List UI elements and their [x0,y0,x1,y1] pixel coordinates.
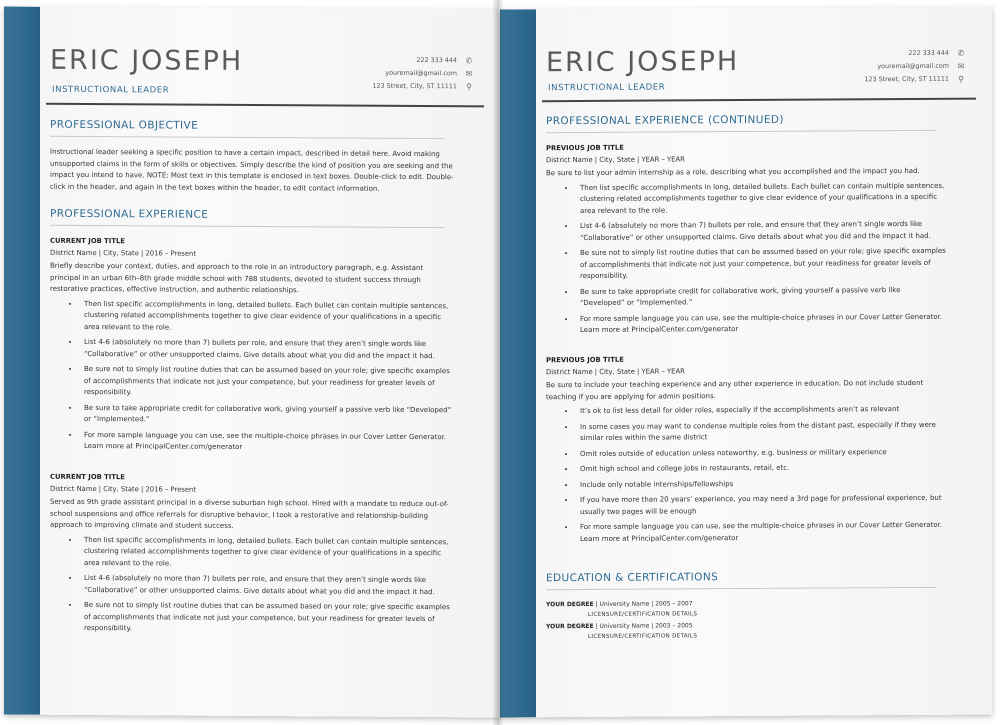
list-item: • Be sure not to simply list routine duties that can be assumed based on your role; give specific examples of accomplishments that indicate not just your competence, but your readiness for greater levels of responsibility. [576,246,946,283]
phone-number: 222 333 444 [416,56,457,65]
list-item: • If you have more than 20 years’ experience, you may need a 3rd page for professional experience, but usually two pages will be enough [576,493,946,518]
job-meta: District Name | City, State | 2016 – Present [50,248,197,258]
section-title-experience: PROFESSIONAL EXPERIENCE [50,207,209,221]
licensure-details: LICENSURE/CERTIFICATION DETAILS [588,633,698,640]
job-title: PREVIOUS JOB TITLE [546,355,624,365]
list-item: • In some cases you may want to condense multiple roles from the distant past, especially if they were similar roles within the same district [576,419,946,444]
licensure-details: LICENSURE/CERTIFICATION DETAILS [588,611,698,618]
list-item: • List 4-6 (absolutely no more than 7) bullets per role, and ensure that they aren’t single words like “Collaborative” or other unsupported claims. Give details about what you did and the impact it had. [80,337,454,362]
job-title: PREVIOUS JOB TITLE [546,143,624,153]
objective-text: Instructional leader seeking a specific position to have a certain impact, described in detail here. Avoid making unsupported claims in the form of skills or objectives. Simply describe the kind of position you are seeking and the impact you intend to have. NOTE: Most text in this template is enclosed in text boxes. Double-click to edit. Double-click in the header, and again in the text boxes within the header, to edit contact information. [50,147,454,193]
education-list [546,597,946,643]
candidate-role: INSTRUCTIONAL LEADER [548,82,666,94]
email-address: youremail@gmail.com [877,61,949,71]
job-entry [546,141,946,341]
list-item: • Omit roles outside of education unless noteworthy, e.g. business or military experience [576,446,946,460]
phone-number: 222 333 444 [908,48,949,58]
job-intro: Be sure to include your teaching experience and any other experience in education. Do not include student teaching if you are applying for admin positions. [546,378,924,401]
section-divider [50,225,444,228]
phone-icon: ✆ [465,56,473,66]
job-entry [50,472,454,641]
book-spine-shadow [492,0,504,725]
list-item: • For more sample language you can use, see the multiple-choice phrases in our Cover Letter Generator. Learn more at PrincipalCenter.com/generator [576,311,946,336]
email-icon: ✉ [957,61,965,71]
location-pin-icon: ⚲ [466,82,472,92]
list-item: • Be sure not to simply list routine duties that can be assumed based on your role; give specific examples of accomplishments that indicate not just your competence, but your readiness for greater levels of responsibility. [80,600,454,637]
job-title: CURRENT JOB TITLE [50,472,125,482]
candidate-name: ERIC JOSEPH [50,44,244,77]
section-title-objective: PROFESSIONAL OBJECTIVE [50,118,199,132]
list-item: • It’s ok to list less detail for older roles, especially if the accomplishments aren’t as relevant [576,404,946,418]
street-address: 123 Street, City, ST 11111 [864,74,949,84]
list-item: • For more sample language you can use, see the multiple-choice phrases in our Cover Letter Generator. Learn more at PrincipalCenter.com/generator [80,429,454,454]
job-intro: Be sure to list your admin internship as a role, describing what you accomplished and the impact you had. [546,166,920,178]
list-item: • Then list specific accomplishments in long, detailed bullets. Each bullet can contain multiple sentences, clustering related accomplishments together to give clear evidence of your qualifications in a specific area relevant to the role. [80,534,454,571]
degree-name: YOUR DEGREE [546,622,594,631]
section-divider [50,136,444,139]
job-entry [546,353,946,549]
accomplishment-list [546,180,946,336]
section-divider [546,587,936,590]
accent-strip [4,6,40,714]
contact-block [372,54,474,94]
job-intro: Served as 9th grade assistant principal in a diverse suburban high school. Hired with a mandate to reduce out-of-school suspensions and office referrals for disruptive behavior, I took a restorative and relationship-building approach to improving climate and student success. [50,497,449,530]
list-item: • Then list specific accomplishments in long, detailed bullets. Each bullet can contain multiple sentences, clustering related accomplishments together to give clear evidence of your qualifications in a specific area relevant to the role. [576,180,946,217]
page-content [46,7,484,718]
list-item: • List 4-6 (absolutely no more than 7) bullets per role, and ensure that they aren’t single words like “Collaborative” or other unsupported claims. Give details about what you did and the impact it had. [576,219,946,244]
job-meta: District Name | City, State | 2016 – Present [50,484,197,494]
section-divider [546,130,936,133]
list-item: • Be sure to take appropriate credit for collaborative work, giving yourself a passive verb like “Developed” or “Implemented.” [80,402,454,427]
list-item: • For more sample language you can use, see the multiple-choice phrases in our Cover Letter Generator. Learn more at PrincipalCenter.com/generator [576,520,946,545]
list-item: • Include only notable internships/fellowships [576,477,946,491]
section-title-experience-continued: PROFESSIONAL EXPERIENCE (CONTINUED) [546,113,784,128]
job-meta: District Name | City, State | YEAR – YEAR [546,154,685,164]
email-address: youremail@gmail.com [385,68,457,78]
degree-detail: | University Name | 2003 – 2005 [593,622,693,630]
accomplishment-list [50,534,454,636]
job-meta: District Name | City, State | YEAR – YEAR [546,366,685,376]
job-intro: Briefly describe your context, duties, and approach to the role in an introductory paragraph, e.g. Assistant principal in an urban 6th–8th grade middle school with 788 students, devoted to student success through restorative practices, effective instruction, and authentic relationships. [50,261,424,295]
list-item: • List 4-6 (absolutely no more than 7) bullets per role, and ensure that they aren’t single words like “Collaborative” or other unsupported claims. Give details about what you did and the impact it had. [80,573,454,598]
accent-strip [500,9,536,717]
header-divider [46,103,484,108]
section-title-education: EDUCATION & CERTIFICATIONS [546,571,719,585]
accomplishment-list [546,404,946,545]
header-divider [542,98,976,103]
list-item: • Then list specific accomplishments in long, detailed bullets. Each bullet can contain multiple sentences, clustering related accomplishments together to give clear evidence of your qualifications in a specific area relevant to the role. [80,298,454,335]
job-entry [50,236,454,459]
candidate-name: ERIC JOSEPH [546,46,740,79]
list-item: • Be sure not to simply list routine duties that can be assumed based on your role; give specific examples of accomplishments that indicate not just your competence, but your readiness for greater levels of responsibility. [80,364,454,401]
candidate-role: INSTRUCTIONAL LEADER [52,84,170,96]
phone-icon: ✆ [957,48,965,58]
page-content [542,7,976,718]
list-item: • Omit high school and college jobs in restaurants, retail, etc. [576,462,946,476]
accomplishment-list [50,298,454,454]
degree-detail: | University Name | 2005 – 2007 [593,600,693,608]
resume-page-1 [4,6,500,717]
degree-name: YOUR DEGREE [546,600,594,609]
list-item: • Be sure to take appropriate credit for collaborative work, giving yourself a passive verb like “Developed” or “Implemented.” [576,284,946,309]
email-icon: ✉ [465,69,473,79]
street-address: 123 Street, City, ST 11111 [372,81,457,91]
location-pin-icon: ⚲ [958,74,964,84]
resume-page-2 [500,6,992,717]
job-title: CURRENT JOB TITLE [50,236,125,246]
contact-block [864,47,966,87]
